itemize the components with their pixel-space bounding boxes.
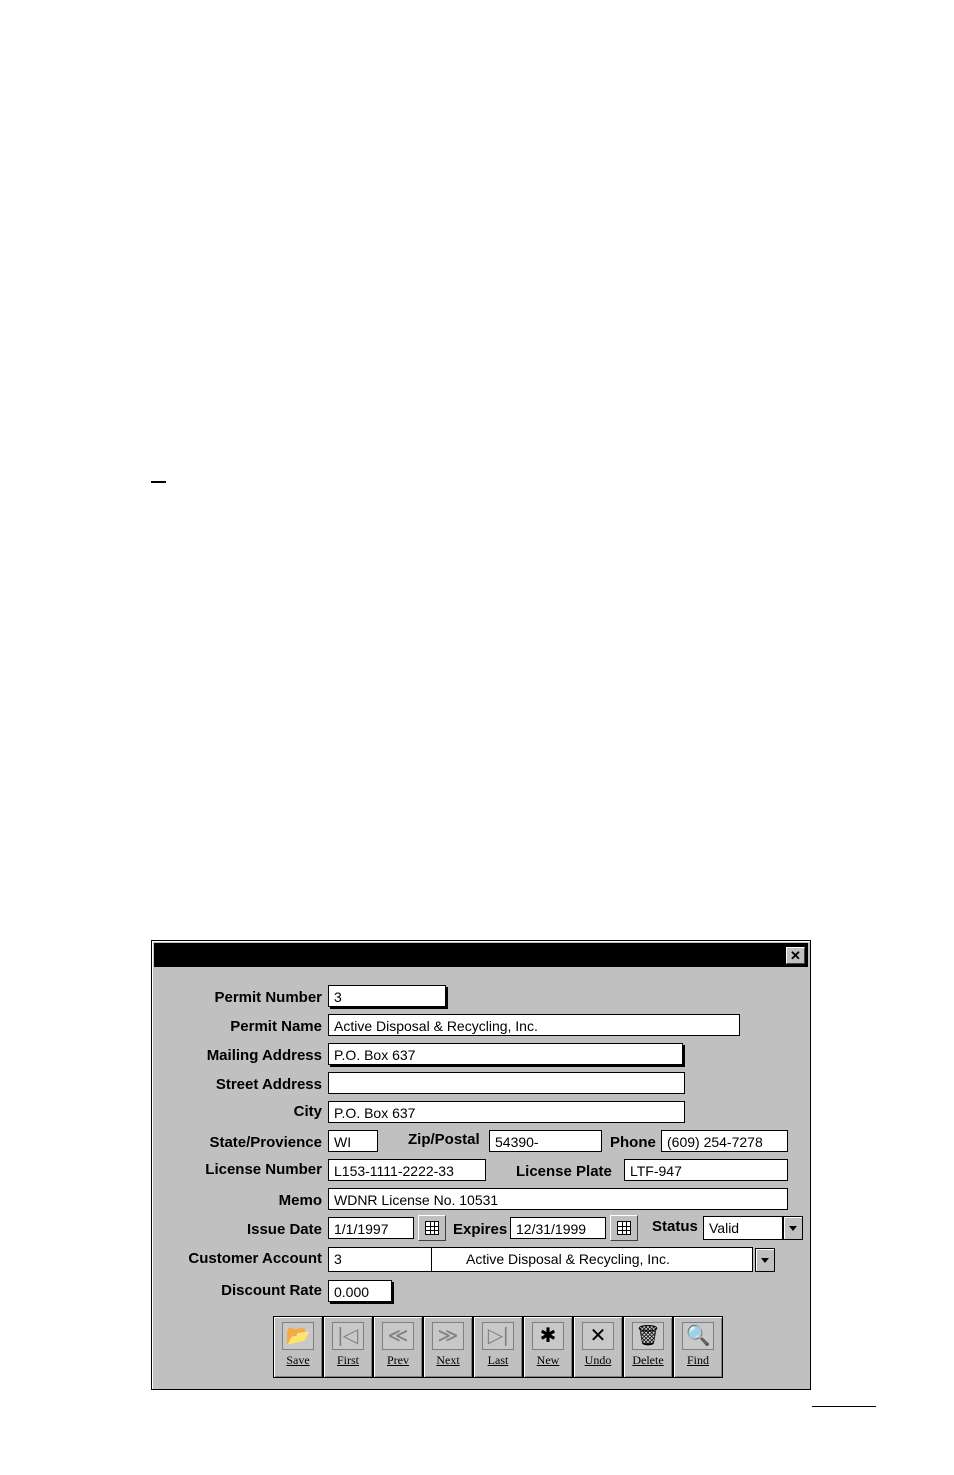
street-address-field[interactable]	[328, 1072, 685, 1094]
undo-icon: ✕	[582, 1322, 614, 1350]
prev-icon: ≪	[382, 1322, 414, 1350]
last-icon: ▷|	[482, 1322, 514, 1350]
memo-label: Memo	[278, 1192, 322, 1209]
permit-name-field[interactable]: Active Disposal & Recycling, Inc.	[328, 1014, 740, 1036]
new-icon: ✱	[532, 1322, 564, 1350]
undo-label: Undo	[584, 1353, 612, 1367]
page-mark	[151, 481, 166, 483]
find-button[interactable]	[673, 1316, 723, 1378]
permit-name-label: Permit Name	[230, 1018, 322, 1035]
license-number-field[interactable]: L153-1111-2222-33	[328, 1159, 486, 1181]
prev-label: Prev	[387, 1353, 409, 1367]
discount-rate-field[interactable]: 0.000	[328, 1280, 392, 1302]
permit-number-field[interactable]: 3	[328, 985, 446, 1007]
new-label: New	[536, 1353, 560, 1367]
first-button[interactable]	[323, 1316, 373, 1378]
delete-button[interactable]	[623, 1316, 673, 1378]
save-icon: 📂	[282, 1322, 314, 1350]
prev-button[interactable]	[373, 1316, 423, 1378]
expires-calendar-button[interactable]	[610, 1215, 638, 1241]
save-button[interactable]	[273, 1316, 323, 1378]
find-label: Find	[686, 1353, 709, 1367]
page-rule	[812, 1406, 876, 1407]
calendar-icon	[425, 1221, 439, 1235]
first-icon: |◁	[332, 1322, 364, 1350]
city-label: City	[293, 1103, 322, 1120]
permit-number-label: Permit Number	[214, 989, 322, 1006]
state-field[interactable]: WI	[328, 1130, 378, 1152]
next-label: Next	[436, 1353, 460, 1367]
customer-account-id[interactable]: 3	[328, 1247, 432, 1272]
last-label: Last	[487, 1353, 509, 1367]
close-button[interactable]	[786, 947, 805, 964]
next-button[interactable]	[423, 1316, 473, 1378]
license-plate-label: License Plate	[516, 1163, 612, 1180]
zip-label: Zip/Postal	[408, 1131, 480, 1148]
status-dropdown-button[interactable]	[783, 1216, 803, 1240]
license-plate-field[interactable]: LTF-947	[624, 1159, 788, 1181]
issue-date-label: Issue Date	[246, 1221, 322, 1238]
phone-label: Phone	[610, 1134, 656, 1151]
undo-button[interactable]	[573, 1316, 623, 1378]
expires-field[interactable]: 12/31/1999	[510, 1217, 606, 1239]
state-label: State/Provience	[209, 1134, 322, 1151]
license-number-label: License Number	[205, 1161, 322, 1178]
customer-account-dropdown-button[interactable]	[755, 1248, 775, 1272]
issue-date-field[interactable]: 1/1/1997	[328, 1217, 414, 1239]
discount-rate-label: Discount Rate	[221, 1282, 322, 1299]
first-label: First	[336, 1353, 359, 1367]
street-address-label: Street Address	[215, 1076, 322, 1093]
status-label: Status	[652, 1218, 698, 1235]
expires-label: Expires	[453, 1221, 508, 1238]
mailing-address-label: Mailing Address	[206, 1047, 322, 1064]
trash-icon: 🗑	[632, 1322, 664, 1350]
last-button[interactable]	[473, 1316, 523, 1378]
close-icon: ✕	[790, 948, 801, 963]
issue-date-calendar-button[interactable]	[418, 1215, 446, 1241]
new-button[interactable]	[523, 1316, 573, 1378]
zip-field[interactable]: 54390-	[489, 1130, 602, 1152]
save-label: Save	[286, 1353, 310, 1367]
next-icon: ≫	[432, 1322, 464, 1350]
customer-account-name[interactable]: Active Disposal & Recycling, Inc.	[431, 1247, 753, 1272]
calendar-icon	[617, 1221, 631, 1235]
phone-field[interactable]: (609) 254-7278	[661, 1130, 788, 1152]
city-field[interactable]: P.O. Box 637	[328, 1101, 685, 1123]
permit-window	[151, 940, 811, 1390]
memo-field[interactable]: WDNR License No. 10531	[328, 1188, 788, 1210]
magnifier-icon: 🔍	[682, 1322, 714, 1350]
title-bar	[154, 943, 808, 967]
delete-label: Delete	[632, 1353, 664, 1367]
status-select[interactable]: Valid	[703, 1216, 783, 1240]
mailing-address-field[interactable]: P.O. Box 637	[328, 1043, 683, 1065]
customer-account-label: Customer Account	[188, 1250, 322, 1267]
